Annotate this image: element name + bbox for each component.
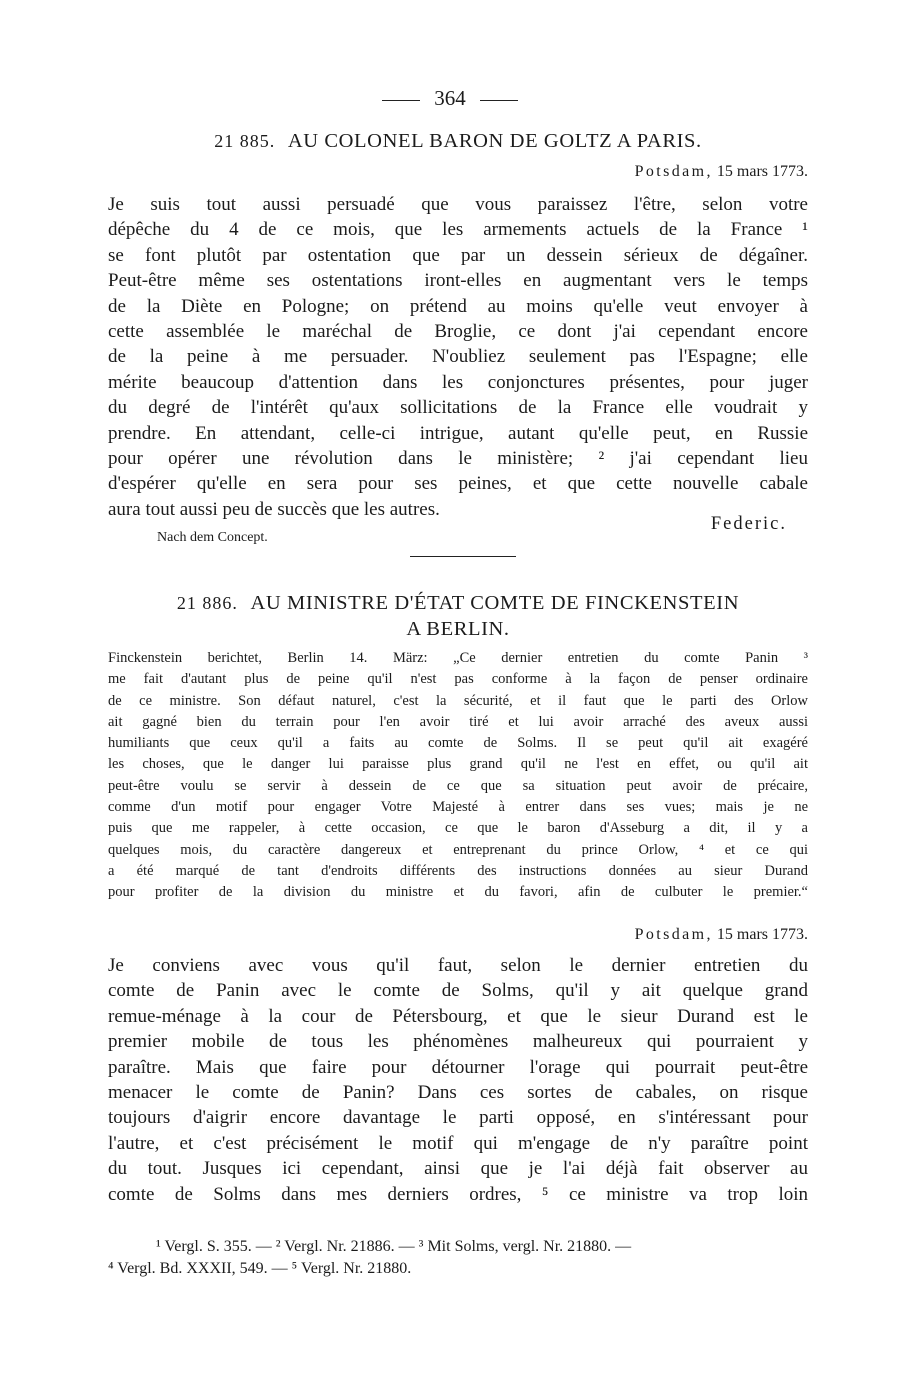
footnote-line: ¹ Vergl. S. 355. — ² Vergl. Nr. 21886. — ³ Mit Solms, vergl. Nr. 21880. — (156, 1238, 632, 1255)
letter-2-text-line: Je conviens avec vous qu'il faut, selon le dernier entretien du (108, 955, 808, 976)
letter-1-text-line: de la peine à me persuader. N'oubliez seulement pas l'Espagne; elle (108, 346, 808, 368)
section-divider (410, 556, 516, 557)
letter-2-text-line: toujours d'aigrir encore davantage le parti opposé, en s'intéressant pour (108, 1107, 808, 1129)
letter-1-signature: Federic. (710, 514, 787, 534)
letter-2-summary-line: Finckenstein berichtet, Berlin 14. März: „Ce dernier entretien du comte Panin ³ (108, 650, 808, 666)
letter-2-text-line: comte de Panin avec le comte de Solms, qu'il y ait quelque grand (108, 980, 808, 1002)
letter-1-text-line: mérite beaucoup d'attention dans les conjonctures présentes, pour juger (108, 371, 808, 393)
letter-2-summary-line: a été marqué de tant d'endroits différents des instructions données au sieur Durand (108, 862, 808, 879)
letter-2-summary-line: peut-être voulu se servir à dessein de ce que sa situation peut avoir de précaire, (108, 777, 808, 794)
letter-2-summary-line: pour profiter de la division du ministre et du favori, afin de culbuter le premier.“ (108, 884, 808, 901)
footnote-line: ⁴ Vergl. Bd. XXXII, 549. — ⁵ Vergl. Nr. 21880. (108, 1260, 412, 1277)
letter-2-heading-line-2 (108, 618, 808, 641)
letter-2-heading (108, 592, 808, 615)
letter-2-summary-line: les choses, que le danger lui paraisse plus grand qu'il ne l'est en effet, ou qu'il ait (108, 756, 808, 773)
letter-2-title-line-2: A BERLIN. (406, 618, 510, 640)
letter-2-summary-line: de ce ministre. Son défaut naturel, c'est la sécurité, et il faut que le parti des Orlow (108, 692, 808, 709)
letter-2-summary-line: quelques mois, du caractère dangereux et entreprenant du prince Orlow, ⁴ et ce qui (108, 841, 808, 858)
letter-1-text-line: pour opérer une révolution dans le ministère; ² j'ai cependant lieu (108, 447, 808, 469)
letter-2-text-line: remue-ménage à la cour de Pétersbourg, et que le sieur Durand est le (108, 1005, 808, 1027)
letter-2-title-line-1: AU MINISTRE D'ÉTAT COMTE DE FINCKENSTEIN (250, 592, 740, 614)
letter-2-place: Potsdam, (634, 926, 713, 943)
letter-1-text-line: dépêche du 4 de ce mois, que les armements actuels de la France ¹ (108, 219, 808, 241)
letter-1-source-note: Nach dem Concept. (157, 530, 268, 545)
letter-1-text-line: cette assemblée le maréchal de Broglie, ce dont j'ai cependant encore (108, 320, 808, 342)
letter-2-report-summary (108, 648, 808, 904)
letter-1-text-line: aura tout aussi peu de succès que les autres. (108, 498, 440, 520)
letter-2-text-line: paraître. Mais que faire pour détourner l'orage qui pourrait peut-être (108, 1056, 808, 1078)
letter-2-summary-line: comme d'un motif pour engager Votre Majesté à entrer dans ses vues; mais je ne (108, 799, 808, 816)
letter-1-text-line: se font plutôt par ostentation que par un dessein sérieux de dégaîner. (108, 244, 808, 266)
letter-1-place: Potsdam, (634, 163, 713, 180)
letter-2-text-line: l'autre, et c'est précisément le motif qui m'engage de n'y paraître point (108, 1132, 808, 1154)
letter-1-body (108, 192, 808, 522)
letter-1-title: AU COLONEL BARON DE GOLTZ A PARIS. (287, 130, 702, 152)
letter-2-text-line: comte de Solms dans mes derniers ordres, ⁵ ce ministre va trop loin (108, 1183, 808, 1205)
letter-2-text-line: premier mobile de tous les phénomènes malheureux qui pourraient y (108, 1031, 808, 1053)
letter-2-dateline (635, 926, 808, 944)
letter-1-text-line: Peut-être même ses ostentations iront-elles en augmentant vers le temps (108, 270, 808, 292)
letter-2-summary-line: puis que me rappeler, à cette occasion, ce que le baron d'Asseburg a dit, il y a (108, 820, 808, 837)
letter-1-text-line: Je suis tout aussi persuadé que vous paraissez l'être, selon votre (108, 194, 808, 215)
letter-2-summary-line: ait gagné bien du terrain pour l'en avoir tiré et lui avoir arraché des aveux aussi (108, 713, 808, 730)
letter-1-heading (108, 130, 808, 153)
letter-2-number: 21 886. (176, 593, 238, 613)
letter-2-summary-line: humiliants que ceux qu'il a faits au comte de Solms. Il se peut qu'il ait exagéré (108, 735, 808, 752)
letter-1-text-line: prendre. En attendant, celle-ci intrigue, autant qu'elle peut, en Russie (108, 422, 808, 444)
letter-1-text-line: de la Diète en Pologne; on prétend au moins qu'elle veut envoyer à (108, 295, 808, 317)
letter-2-text-line: du tout. Jusques ici cependant, ainsi que je l'ai déjà fait observer au (108, 1158, 808, 1180)
letter-2-body (108, 953, 808, 1207)
page-number: 364 (0, 86, 900, 111)
letter-2-summary-line: me fait d'autant plus de peine qu'il n'est pas conforme à la façon de penser ordinaire (108, 671, 808, 688)
letter-1-number: 21 885. (214, 131, 276, 151)
letter-1-text-line: du degré de l'intérêt qu'aux sollicitations de la France elle voudrait y (108, 397, 808, 419)
letter-2-text-line: menacer le comte de Panin? Dans ces sortes de cabales, on risque (108, 1081, 808, 1103)
letter-1-dateline (635, 163, 808, 181)
rule-right (480, 100, 518, 101)
footnotes (108, 1236, 808, 1280)
rule-left (382, 100, 420, 101)
letter-1-text-line: d'espérer qu'elle en sera pour ses peines, et que cette nouvelle cabale (108, 473, 808, 495)
letter-2-date: 15 mars 1773. (716, 926, 808, 943)
letter-1-date: 15 mars 1773. (716, 163, 808, 180)
